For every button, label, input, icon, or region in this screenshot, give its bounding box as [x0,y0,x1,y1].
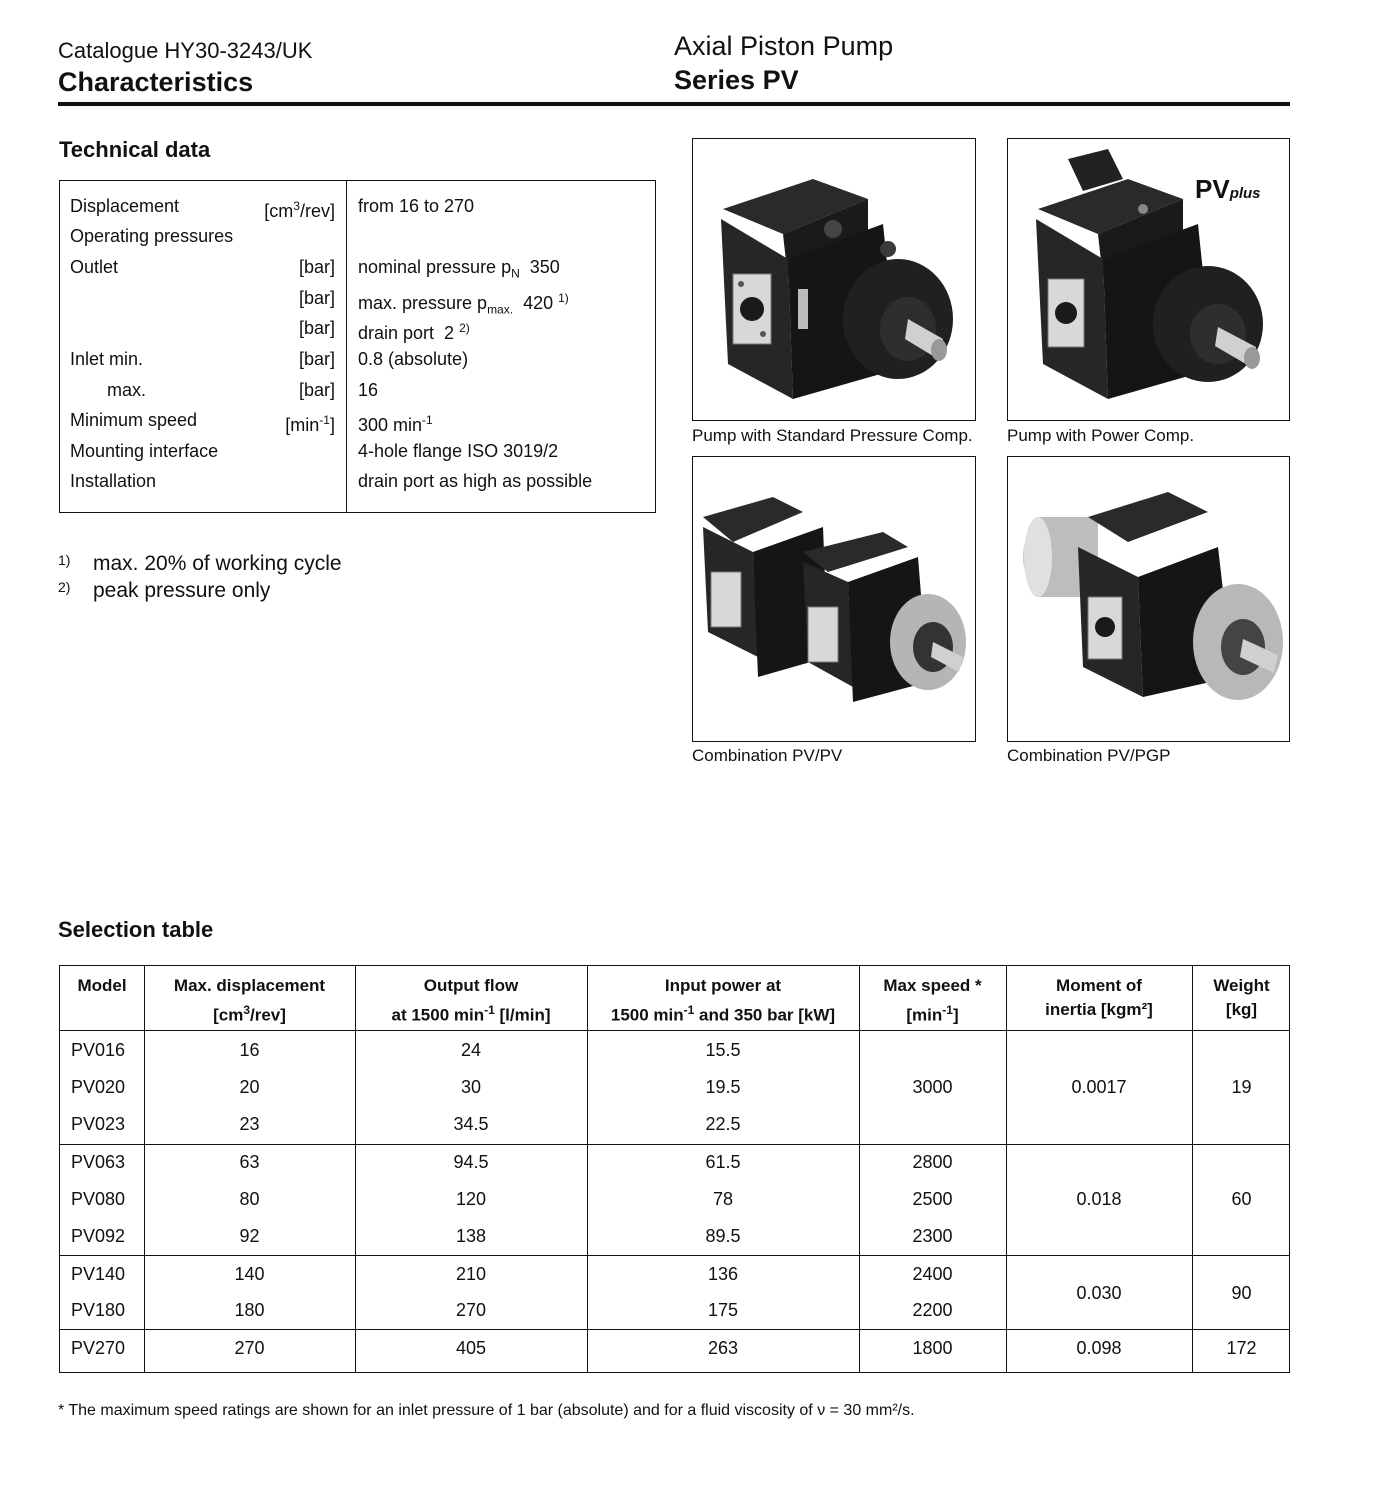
table-cell-displacement: 140 [234,1264,265,1284]
table-cell-max-speed: 3000 [912,1077,953,1097]
table-cell-flow: 138 [455,1226,487,1246]
footnote-mark: 2) [58,579,71,595]
footnote-text: peak pressure only [93,579,271,602]
footnote-mark: 1) [58,552,71,568]
table-cell-power: 19.5 [705,1077,741,1097]
technical-data-heading: Technical data [59,137,211,162]
tech-value: 4-hole flange ISO 3019/2 [358,441,559,461]
column-header-max-speed: Max speed * $[\min^{-1}]$ [883,976,982,1025]
combination-pv-pgp-image [1007,456,1290,742]
tech-value: nominal pressure $p_N$ 350 [358,257,560,281]
tech-row [60,191,657,221]
table-cell-model: PV080 [71,1189,126,1209]
technical-data-table [59,180,656,513]
table-cell-inertia: 0.030 [1076,1283,1122,1303]
column-header-output-flow: Output flow at 1500 $\min^{-1} [l/\min]$ [391,976,551,1025]
tech-label: Installation [70,471,157,491]
catalogue-number: Catalogue HY30-3243/UK [58,38,313,63]
tech-row [60,375,657,405]
tech-label: Outlet [70,257,119,277]
table-cell-model: PV063 [71,1152,126,1172]
footnote-1 [58,552,342,576]
pump-standard-image [692,138,976,421]
table-cell-max-speed: 1800 [912,1338,953,1358]
speed-footnote: * The maximum speed ratings are shown for an inlet pressure of 1 bar (absolute) and for a fluid viscosity of ν = 30 mm²/s. [58,1402,915,1419]
selection-table-heading: Selection table [58,917,214,942]
table-cell-displacement: 20 [239,1077,260,1097]
tech-value: max. pressure $p_{max.}$ 420 $^{1)}$ [358,291,569,317]
footnote-text: max. 20% of working cycle [93,552,342,575]
tech-unit: $[cm^3/rev]$ [264,199,335,221]
combination-pv-pv-caption: Combination PV/PV [692,746,843,765]
column-header-weight: Weight [kg] [1213,976,1270,1019]
table-cell-flow: 94.5 [453,1152,489,1172]
table-cell-max-speed: 2800 [912,1152,953,1172]
pump-power-comp-caption: Pump with Power Comp. [1007,426,1195,445]
tech-row [60,405,657,435]
table-cell-model: PV020 [71,1077,126,1097]
table-cell-flow: 24 [460,1040,482,1060]
table-cell-inertia: 0.018 [1076,1189,1122,1209]
tech-row [60,221,657,251]
column-header-inertia: Moment of inertia [kgm²] [1045,976,1153,1019]
tech-row [60,344,657,374]
tech-row [60,252,657,282]
table-cell-weight: 90 [1231,1283,1252,1303]
combination-pv-pv-image [692,456,976,742]
table-cell-power: 175 [707,1300,739,1320]
table-cell-displacement: 270 [234,1338,265,1358]
table-cell-inertia: 0.098 [1076,1338,1122,1358]
table-cell-model: PV023 [71,1114,126,1134]
table-cell-weight: 19 [1231,1077,1252,1097]
tech-label: Mounting interface [70,441,219,461]
tech-row [60,466,657,496]
table-cell-flow: 120 [455,1189,487,1209]
tech-label: Displacement [70,196,180,216]
table-cell-displacement: 180 [234,1300,265,1320]
tech-unit: [bar] [298,318,335,338]
table-cell-power: 61.5 [705,1152,741,1172]
product-title: Axial Piston Pump [674,31,894,61]
table-cell-flow: 405 [455,1338,487,1358]
tech-value: from 16 to 270 [358,196,475,216]
section-title: Characteristics [58,67,254,97]
table-cell-power: 78 [712,1189,734,1209]
pump-standard-caption: Pump with Standard Pressure Comp. [692,426,973,445]
column-header-model: Model [77,976,127,995]
tech-value: drain port 2 $^{2)}$ [358,321,470,343]
tech-unit: [bar] [298,380,335,400]
tech-row [60,283,657,317]
table-cell-max-speed: 2200 [912,1300,953,1320]
grid-line [60,1030,1289,1031]
table-cell-inertia: 0.0017 [1071,1077,1127,1097]
tech-unit: [bar] [298,257,335,277]
table-cell-flow: 30 [460,1077,482,1097]
tech-row [60,313,657,343]
table-cell-displacement: 92 [239,1226,260,1246]
table-cell-model: PV016 [71,1040,126,1060]
table-cell-weight: 172 [1226,1338,1257,1358]
table-cell-flow: 34.5 [453,1114,489,1134]
pvplus-badge: PVplus [1195,174,1261,204]
table-cell-weight: 60 [1231,1189,1252,1209]
table-cell-displacement: 23 [239,1114,260,1134]
table-cell-flow: 270 [455,1300,487,1320]
table-cell-flow: 210 [455,1264,487,1284]
table-cell-displacement: 63 [239,1152,260,1172]
table-cell-model: PV180 [71,1300,126,1320]
table-cell-power: 136 [707,1264,739,1284]
header-divider [58,102,1290,106]
table-cell-power: 22.5 [705,1114,741,1134]
table-cell-power: 263 [707,1338,739,1358]
tech-value: 0.8 (absolute) [358,349,469,369]
table-cell-max-speed: 2300 [912,1226,953,1246]
selection-table [59,965,1290,1373]
table-cell-displacement: 80 [239,1189,260,1209]
footnote-2 [58,579,270,603]
table-cell-model: PV270 [71,1338,126,1358]
tech-value: 300 $\min^{-1}$ [358,413,433,435]
table-cell-max-speed: 2400 [912,1264,953,1284]
table-cell-model: PV140 [71,1264,126,1284]
tech-unit: [bar] [298,349,335,369]
tech-label: Inlet min. [70,349,144,369]
tech-label: max. [107,380,147,400]
tech-label: Minimum speed [70,410,198,430]
tech-value: 16 [358,380,379,400]
tech-unit: [bar] [298,288,335,308]
table-cell-max-speed: 2500 [912,1189,953,1209]
table-cell-power: 15.5 [705,1040,741,1060]
column-header-input-power: Input power at 1500 $\min^{-1}$ and 350 bar [kW] [610,976,836,1025]
series-title: Series PV [674,65,799,95]
tech-label: Operating pressures [70,226,234,246]
combination-pv-pgp-caption: Combination PV/PGP [1007,746,1171,765]
column-header-displacement: Max. displacement $[cm^3/rev]$ [173,976,326,1025]
tech-value: drain port as high as possible [358,471,593,491]
table-cell-displacement: 16 [239,1040,260,1060]
table-cell-power: 89.5 [705,1226,741,1246]
tech-unit: $[\min^{-1}]$ [285,413,335,435]
tech-row [60,436,657,466]
table-cell-model: PV092 [71,1226,126,1246]
